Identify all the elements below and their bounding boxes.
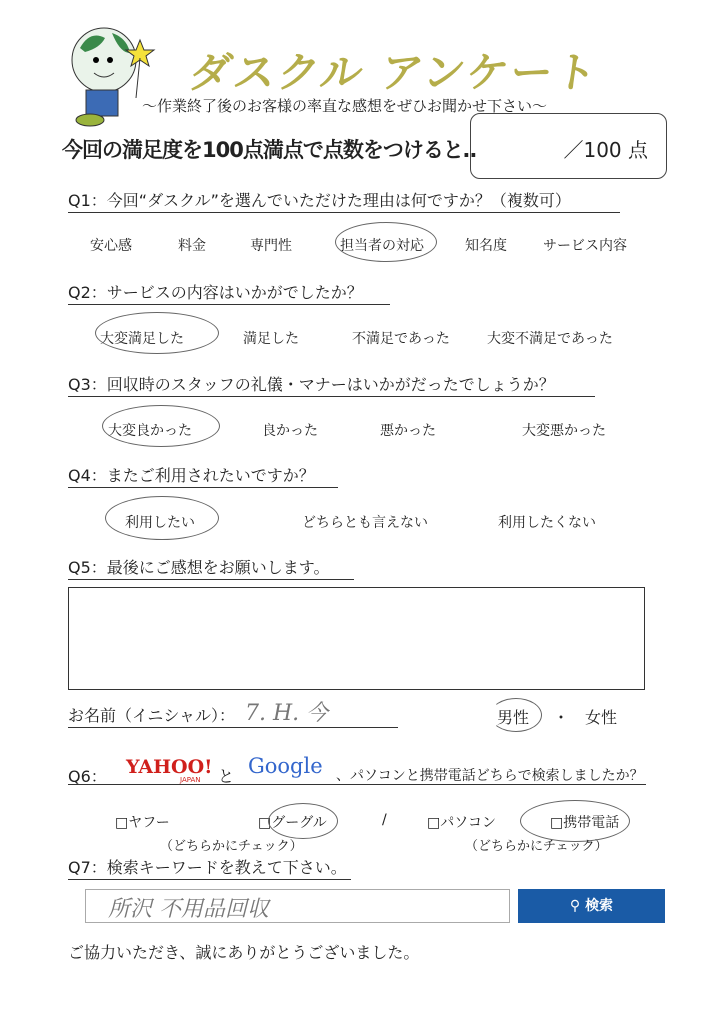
check-note: （どちらかにチェック） <box>465 839 608 854</box>
keyword-value: 所沢 不用品回収 <box>108 897 269 922</box>
handwritten-circle <box>268 803 338 839</box>
q1-option[interactable]: 知名度 <box>465 238 507 254</box>
search-icon: ⚲ <box>569 898 586 914</box>
survey-subtitle: 〜作業終了後のお客様の率直な感想をぜひお聞かせ下さい〜 <box>142 97 548 115</box>
q3-label: Q3：回収時のスタッフの礼儀・マナーはいかがだったでしょうか？ <box>68 372 595 397</box>
handwritten-circle <box>490 698 542 732</box>
q1-option[interactable]: 安心感 <box>90 238 132 254</box>
option-yahoo[interactable]: □ヤフー <box>115 815 170 831</box>
option-separator: / <box>382 812 387 828</box>
q4-option[interactable]: 利用したい <box>125 515 195 531</box>
q3-option[interactable]: 大変良かった <box>108 423 192 439</box>
check-note: （どちらかにチェック） <box>160 839 303 854</box>
q1-option[interactable]: 担当者の対応 <box>340 238 424 254</box>
q2-option[interactable]: 大変満足した <box>100 331 184 347</box>
option-mobile[interactable]: □携帯電話 <box>550 815 620 831</box>
q6-prefix: Q6： <box>68 767 107 786</box>
search-button[interactable] <box>518 889 665 923</box>
name-label: お名前（イニシャル）： <box>68 706 236 725</box>
handwritten-circle <box>335 222 437 262</box>
score-suffix: ／100 点 <box>563 138 648 162</box>
handwritten-circle <box>102 405 220 447</box>
q4-option[interactable]: どちらとも言えない <box>302 515 428 531</box>
q2-label: Q2：サービスの内容はいかがでしたか？ <box>68 280 390 305</box>
comment-box[interactable] <box>68 587 645 690</box>
q1-option[interactable]: サービス内容 <box>543 238 627 254</box>
score-box[interactable] <box>470 113 667 179</box>
q4-label: Q4：またご利用されたいですか？ <box>68 463 338 488</box>
q2-option[interactable]: 不満足であった <box>352 331 450 347</box>
q4-option[interactable]: 利用したくない <box>498 515 596 531</box>
search-button-label: 検索 <box>585 898 614 914</box>
gender-separator: ・ <box>553 708 570 727</box>
survey-title: ダスクル アンケート <box>186 48 602 97</box>
q3-option[interactable]: 良かった <box>262 423 318 439</box>
option-google[interactable]: □グーグル <box>258 815 327 831</box>
q7-label: Q7：検索キーワードを教えて下さい。 <box>68 855 351 880</box>
handwritten-circle <box>105 496 219 540</box>
q3-option[interactable]: 大変悪かった <box>522 423 606 439</box>
google-logo: Google <box>248 754 323 778</box>
handwritten-circle <box>95 312 219 354</box>
q2-option[interactable]: 大変不満足であった <box>487 331 613 347</box>
name-value[interactable]: 7. H. 今 <box>245 701 329 726</box>
q6-and: と <box>218 767 235 786</box>
yahoo-logo: YAHOO! <box>126 756 213 778</box>
thank-you-message: ご協力いただき、誠にありがとうございました。 <box>68 943 420 962</box>
q1-option[interactable]: 専門性 <box>250 238 292 254</box>
gender-male[interactable]: 男性 <box>497 708 530 727</box>
q6-suffix: 、パソコンと携帯電話どちらで検索しましたか？ <box>336 768 644 784</box>
score-prompt: 今回の満足度を100点満点で点数をつけると‥ <box>62 138 476 162</box>
option-pc[interactable]: □パソコン <box>427 815 496 831</box>
q1-label: Q1：今回“ダスクル”を選んでいただけた理由は何ですか？（複数可） <box>68 188 620 213</box>
gender-female[interactable]: 女性 <box>585 708 618 727</box>
keyword-input[interactable] <box>85 889 510 923</box>
q2-option[interactable]: 満足した <box>243 331 299 347</box>
q6-label <box>68 756 646 785</box>
name-underline <box>68 727 398 728</box>
q5-label: Q5：最後にご感想をお願いします。 <box>68 555 354 580</box>
q1-option[interactable]: 料金 <box>178 238 206 254</box>
q3-option[interactable]: 悪かった <box>380 423 436 439</box>
yahoo-logo-sub: JAPAN <box>180 776 201 784</box>
